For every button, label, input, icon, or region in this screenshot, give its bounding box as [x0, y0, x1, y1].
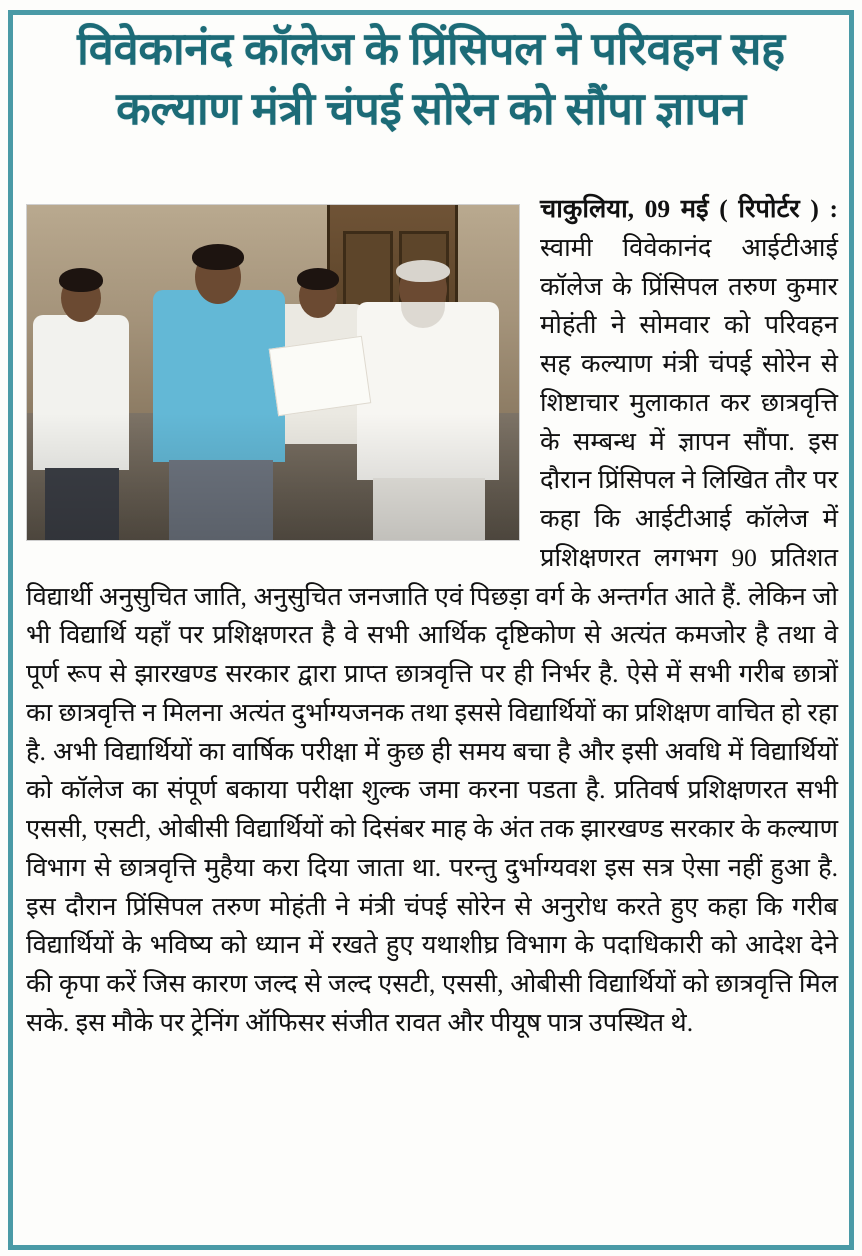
article-text: स्वामी विवेकानंद आईटीआई कॉलेज के प्रिंसिपल तरुण कुमार मोहंती ने सोमवार को परिवहन सह कल्याण मंत्री चंपई सोरेन से शिष्टाचार मुलाकात कर छात्रवृत्ति के सम्बन्ध में ज्ञापन सौंपा. इस दौरान प्रिंसिपल ने लिखित तौर पर कहा कि आईटीआई कॉलेज में प्रशिक्षणरत लगभग 90 प्रतिशत विद्यार्थी अनुसुचित जाति, अनुसुचित जनजाति एवं पिछड़ा वर्ग के अन्तर्गत आते हैं. लेकिन जो भी विद्यार्थि यहाँ पर प्रशिक्षणरत है वे सभी आर्थिक दृष्टिकोण से अत्यंत कमजोर है तथा वे पूर्ण रूप से झारखण्ड सरकार द्वारा प्राप्त छात्रवृत्ति पर ही निर्भर है. ऐसे में सभी गरीब छात्रों का छात्रवृत्ति न मिलना अत्यंत दुर्भाग्यजनक तथा इससे विद्यार्थियों का प्रशिक्षण वाचित हो रहा है. अभी विद्यार्थियों का वार्षिक परीक्षा में कुछ ही समय बचा है और इसी अवधि में विद्यार्थियों को कॉलेज का संपूर्ण बकाया परीक्षा शुल्क जमा करना पडता है. प्रतिवर्ष प्रशिक्षणरत सभी एससी, एसटी, ओबीसी विद्यार्थियों को दिसंबर माह के अंत तक झारखण्ड सरकार के कल्याण विभाग से छात्रवृत्ति मुहैया करा दिया जाता था. परन्तु दुर्भाग्यवश इस सत्र ऐसा नहीं हुआ है. इस दौरान प्रिंसिपल तरुण मोहंती ने मंत्री चंपई सोरेन से अनुरोध करते हुए कहा कि गरीब विद्यार्थियों के भविष्य को ध्यान में रखते हुए यथाशीघ्र विभाग के पदाधिकारी को आदेश देने की कृपा करें जिस कारण जल्द से जल्द एसटी, एससी, ओबीसी विद्यार्थियों को छात्रवृत्ति मिल सके. इस मौके पर ट्रेनिंग ऑफिसर संजीत रावत और पीयूष पात्र उपस्थित थे.	[26, 232, 838, 1037]
border-top	[8, 10, 854, 15]
headline: विवेकानंद कॉलेज के प्रिंसिपल ने परिवहन सह कल्याण मंत्री चंपई सोरेन को सौंपा ज्ञापन	[77, 24, 785, 134]
article-photo	[26, 204, 520, 541]
border-bottom	[8, 1245, 854, 1250]
border-right	[849, 10, 854, 1250]
dateline: चाकुलिया, 09 मई ( रिपोर्टर ) :	[540, 194, 838, 223]
article-body	[26, 190, 838, 1043]
border-left	[8, 10, 13, 1250]
photo-memorandum-paper	[269, 336, 372, 416]
photo-shading	[27, 413, 519, 540]
